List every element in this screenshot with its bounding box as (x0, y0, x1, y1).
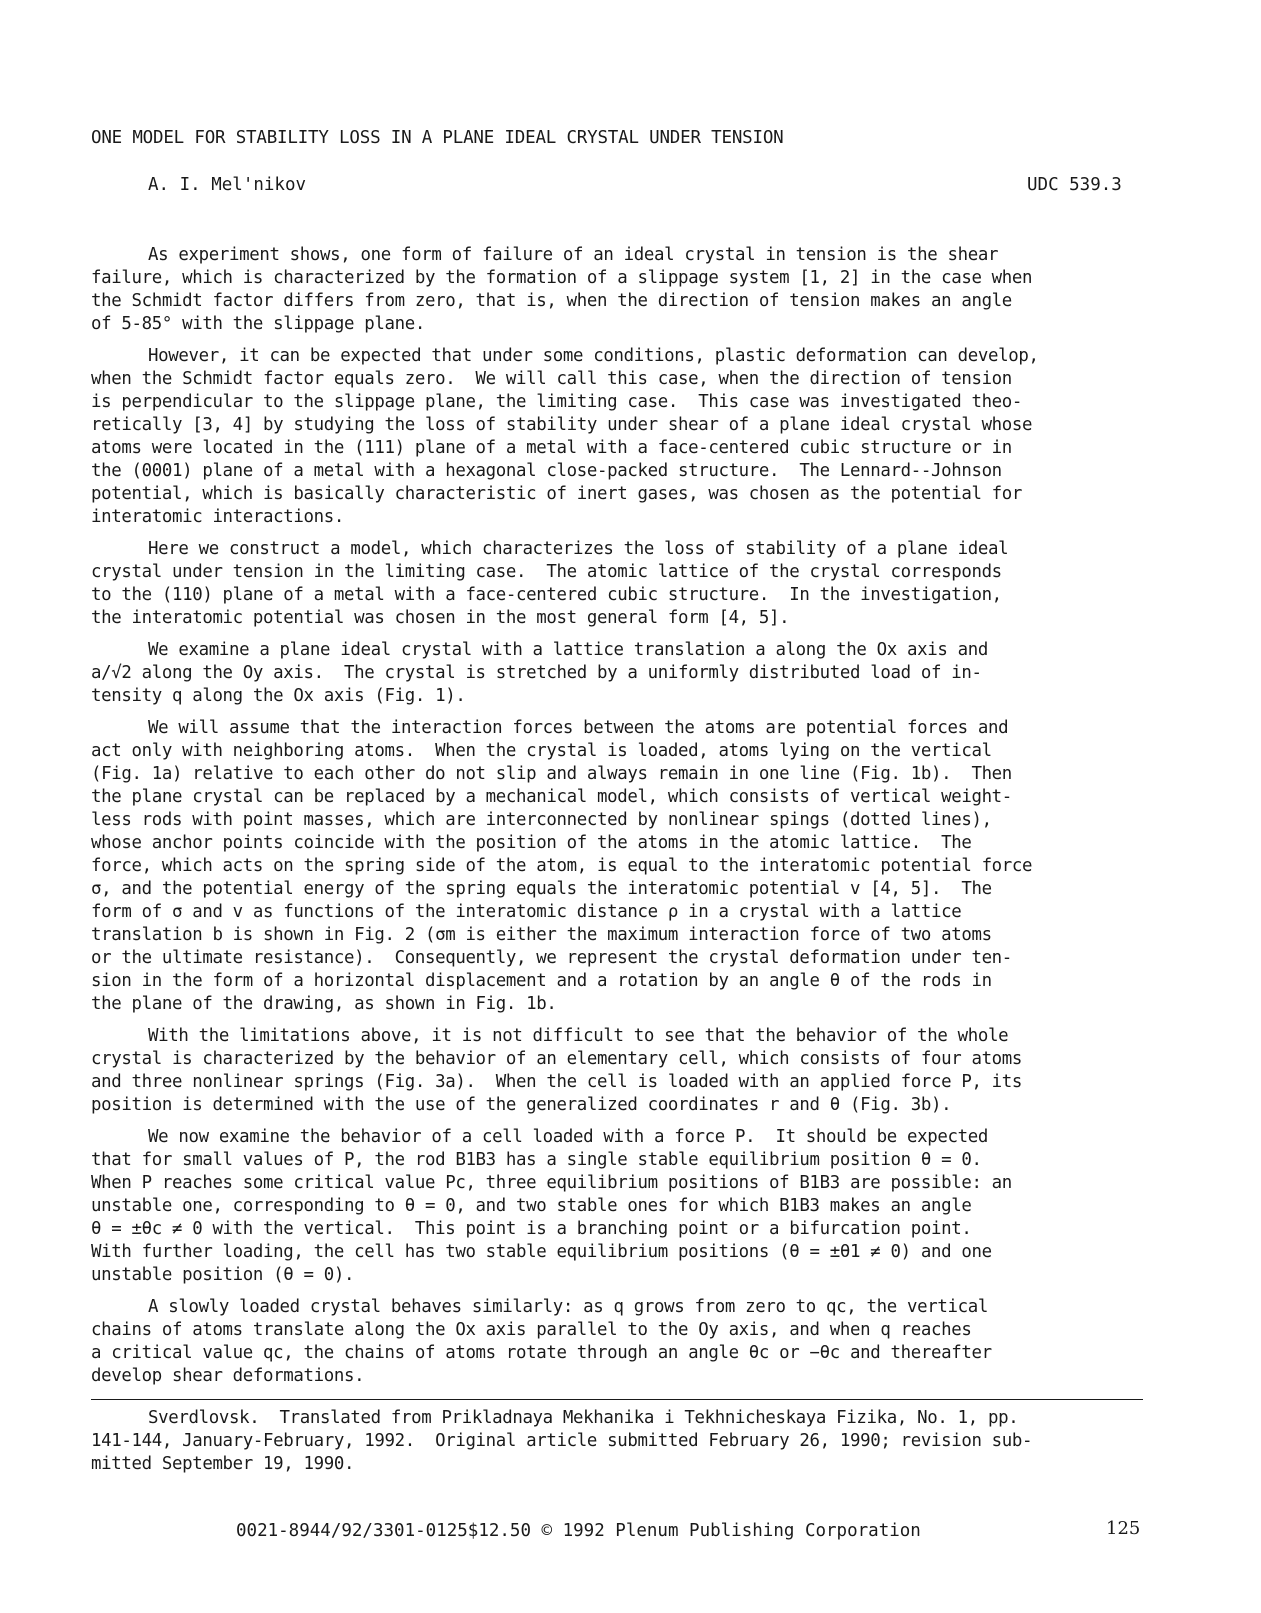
text-line: tensity q along the Ox axis (Fig. 1). (91, 686, 466, 706)
text-line: to the (110) plane of a metal with a face-centered cubic structure. In the investigation, (91, 585, 1002, 605)
text-line: the Schmidt factor differs from zero, that is, when the direction of tension makes an angle (91, 291, 1012, 311)
text-line: However, it can be expected that under some conditions, plastic deformation can develop, (148, 346, 1039, 366)
text-line: failure, which is characterized by the formation of a slippage system [1, 2] in the case when (91, 268, 1033, 288)
paragraph (91, 639, 1143, 708)
text-line: θ = ±θc ≠ 0 with the vertical. This point is a branching point or a bifurcation point. (91, 1219, 972, 1239)
text-line: is perpendicular to the slippage plane, the limiting case. This case was investigated theo- (91, 392, 1023, 412)
author-name: A. I. Mel'nikov (148, 175, 307, 195)
text-line: With the limitations above, it is not difficult to see that the behavior of the whole (148, 1026, 1009, 1046)
article-title: ONE MODEL FOR STABILITY LOSS IN A PLANE IDEAL CRYSTAL UNDER TENSION (91, 128, 784, 148)
text-line: With further loading, the cell has two stable equilibrium positions (θ = ±θ1 ≠ 0) and one (91, 1242, 992, 1262)
footnote-line: mitted September 19, 1990. (91, 1454, 355, 1474)
text-line: retically [3, 4] by studying the loss of stability under shear of a plane ideal crystal whose (91, 415, 1033, 435)
text-line: when the Schmidt factor equals zero. We will call this case, when the direction of tension (91, 369, 1012, 389)
text-line: unstable one, corresponding to θ = 0, and two stable ones for which B1B3 makes an angle (91, 1196, 972, 1216)
text-line: the plane of the drawing, as shown in Fig. 1b. (91, 994, 557, 1014)
text-line: We examine a plane ideal crystal with a lattice translation a along the Ox axis and (148, 640, 988, 660)
text-line: We now examine the behavior of a cell loaded with a force P. It should be expected (148, 1127, 988, 1147)
text-line: As experiment shows, one form of failure of an ideal crystal in tension is the shear (148, 245, 999, 265)
text-line: position is determined with the use of the generalized coordinates r and θ (Fig. 3b). (91, 1095, 952, 1115)
text-line: sion in the form of a horizontal displacement and a rotation by an angle θ of the rods in (91, 971, 992, 991)
text-line: force, which acts on the spring side of the atom, is equal to the interatomic potential force (91, 856, 1033, 876)
text-line: act only with neighboring atoms. When the crystal is loaded, atoms lying on the vertical (91, 741, 992, 761)
paragraph (91, 244, 1143, 336)
text-line: Here we construct a model, which characterizes the loss of stability of a plane ideal (148, 539, 1009, 559)
paragraph (91, 1025, 1143, 1117)
text-line: a critical value qc, the chains of atoms rotate through an angle θc or −θc and thereafter (91, 1343, 992, 1363)
text-line: or the ultimate resistance). Consequently, we represent the crystal deformation under ten- (91, 948, 1012, 968)
text-line: A slowly loaded crystal behaves similarly: as q grows from zero to qc, the vertical (148, 1297, 988, 1317)
udc-code: UDC 539.3 (1027, 175, 1122, 195)
text-line: chains of atoms translate along the Ox axis parallel to the Oy axis, and when q reaches (91, 1320, 972, 1340)
footnote (91, 1407, 1143, 1476)
text-line: form of σ and v as functions of the interatomic distance ρ in a crystal with a lattice (91, 902, 962, 922)
text-line: crystal under tension in the limiting case. The atomic lattice of the crystal corresponds (91, 562, 1002, 582)
paragraph (91, 717, 1143, 1016)
text-line: σ, and the potential energy of the spring equals the interatomic potential v [4, 5]. The (91, 879, 992, 899)
text-line: We will assume that the interaction forces between the atoms are potential forces and (148, 718, 1009, 738)
text-line: less rods with point masses, which are interconnected by nonlinear spings (dotted lines), (91, 810, 992, 830)
text-line: of 5-85° with the slippage plane. (91, 314, 425, 334)
footnote-rule (91, 1399, 1143, 1400)
footnote-line: Sverdlovsk. Translated from Prikladnaya Mekhanika i Tekhnicheskaya Fizika, No. 1, pp. (148, 1408, 1019, 1428)
paragraph (91, 538, 1143, 630)
text-line: (Fig. 1a) relative to each other do not slip and always remain in one line (Fig. 1b). Then (91, 764, 1012, 784)
text-line: and three nonlinear springs (Fig. 3a). When the cell is loaded with an applied force P, its (91, 1072, 1023, 1092)
paragraph (91, 345, 1143, 529)
text-line: potential, which is basically characteristic of inert gases, was chosen as the potential for (91, 484, 1023, 504)
article-body (91, 244, 1143, 1397)
text-line: the plane crystal can be replaced by a mechanical model, which consists of vertical weight- (91, 787, 1012, 807)
text-line: crystal is characterized by the behavior of an elementary cell, which consists of four atoms (91, 1049, 1023, 1069)
text-line: a/√2 along the Oy axis. The crystal is stretched by a uniformly distributed load of in- (91, 663, 982, 683)
text-line: atoms were located in the (111) plane of a metal with a face-centered cubic structure or in (91, 438, 1012, 458)
footnote-line: 141-144, January-February, 1992. Original article submitted February 26, 1990; revision sub- (91, 1431, 1033, 1451)
text-line: develop shear deformations. (91, 1366, 365, 1386)
copyright-line: 0021-8944/92/3301-0125$12.50 © 1992 Plenum Publishing Corporation (236, 1521, 921, 1541)
paragraph (91, 1296, 1143, 1388)
text-line: When P reaches some critical value Pc, three equilibrium positions of B1B3 are possible: an (91, 1173, 1012, 1193)
page-number: 125 (1106, 1518, 1141, 1539)
text-line: whose anchor points coincide with the position of the atoms in the atomic lattice. The (91, 833, 972, 853)
paragraph (91, 1126, 1143, 1287)
text-line: the interatomic potential was chosen in the most general form [4, 5]. (91, 608, 790, 628)
text-line: interatomic interactions. (91, 507, 345, 527)
text-line: translation b is shown in Fig. 2 (σm is either the maximum interaction force of two atoms (91, 925, 992, 945)
text-line: the (0001) plane of a metal with a hexagonal close-packed structure. The Lennard--Johnson (91, 461, 1002, 481)
text-line: that for small values of P, the rod B1B3 has a single stable equilibrium position θ = 0. (91, 1150, 982, 1170)
text-line: unstable position (θ = 0). (91, 1265, 355, 1285)
